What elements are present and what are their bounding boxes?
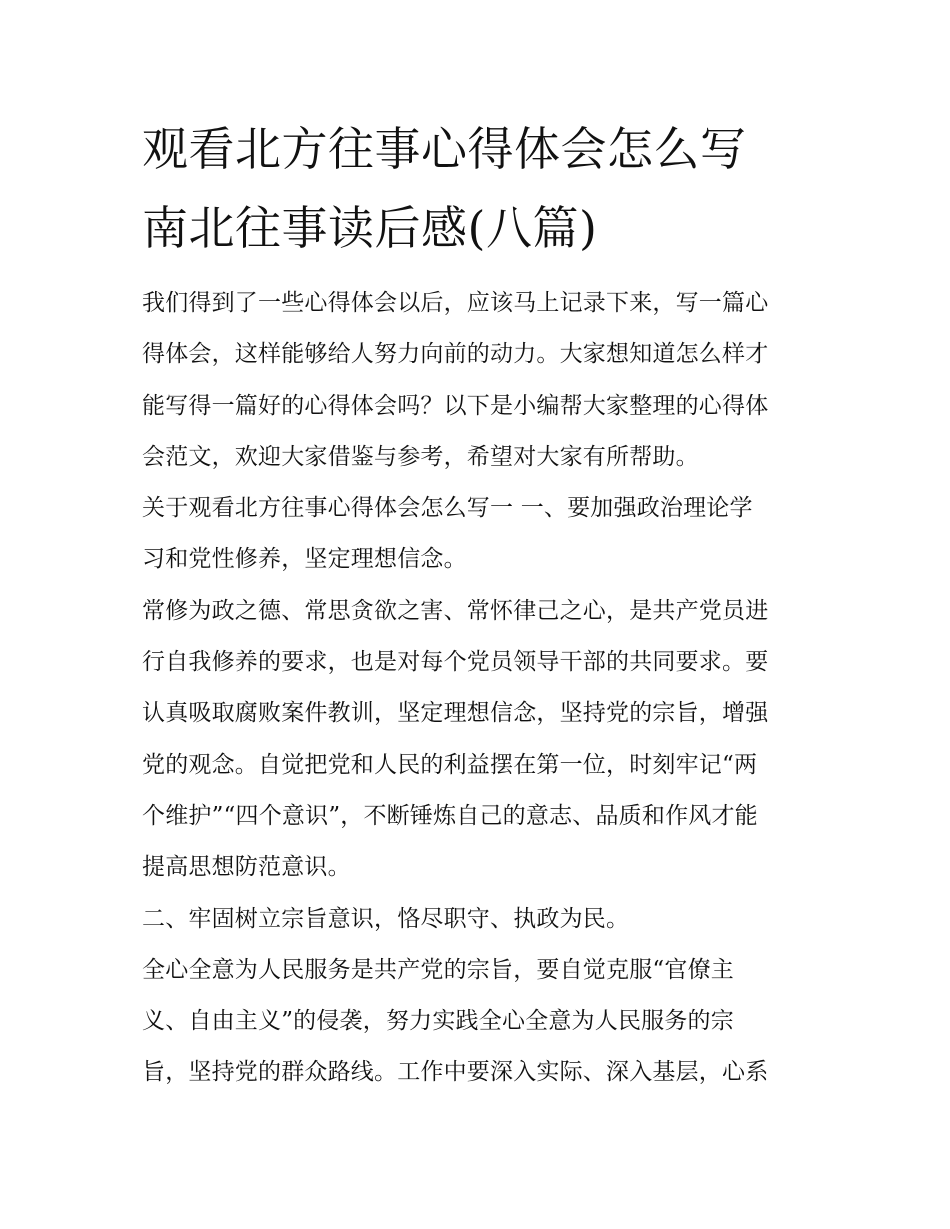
body-line: 旨，坚持党的群众路线。工作中要深入实际、深入基层，心系 — [142, 1059, 769, 1086]
body-line: 行自我修养的要求，也是对每个党员领导干部的共同要求。要 — [142, 649, 769, 676]
body-line: 党的观念。自觉把党和人民的利益摆在第一位，时刻牢记“两 — [142, 751, 758, 778]
body-line: 得体会，这样能够给人努力向前的动力。大家想知道怎么样才 — [142, 341, 769, 368]
body-line: 二、牢固树立宗旨意识，恪尽职守、执政为民。 — [142, 905, 630, 932]
body-line: 关于观看北方往事心得体会怎么写一 一、要加强政治理论学 — [142, 495, 753, 522]
document-title — [142, 110, 822, 268]
body-line: 个维护”“四个意识”，不断锤炼自己的意志、品质和作风才能 — [142, 802, 758, 829]
body-line: 习和党性修养，坚定理想信念。 — [142, 546, 467, 573]
body-line: 认真吸取腐败案件教训，坚定理想信念，坚持党的宗旨，增强 — [142, 700, 769, 727]
body-line: 义、自由主义”的侵袭，努力实践全心全意为人民服务的宗 — [142, 1008, 734, 1035]
document-body — [142, 278, 822, 1099]
body-line: 全心全意为人民服务是共产党的宗旨，要自觉克服“官僚主 — [142, 956, 734, 983]
title-line: 观看北方往事心得体会怎么写 — [142, 122, 747, 176]
body-line: 我们得到了一些心得体会以后，应该马上记录下来，写一篇心 — [142, 290, 769, 316]
body-line: 提高思想防范意识。 — [142, 854, 351, 881]
title-line: 南北往事读后感(八篇) — [142, 201, 598, 255]
body-line: 能写得一篇好的心得体会吗？以下是小编帮大家整理的心得体 — [142, 392, 769, 419]
body-line: 常修为政之德、常思贪欲之害、常怀律己之心，是共产党员进 — [142, 597, 769, 624]
body-line: 会范文，欢迎大家借鉴与参考，希望对大家有所帮助。 — [142, 443, 699, 470]
